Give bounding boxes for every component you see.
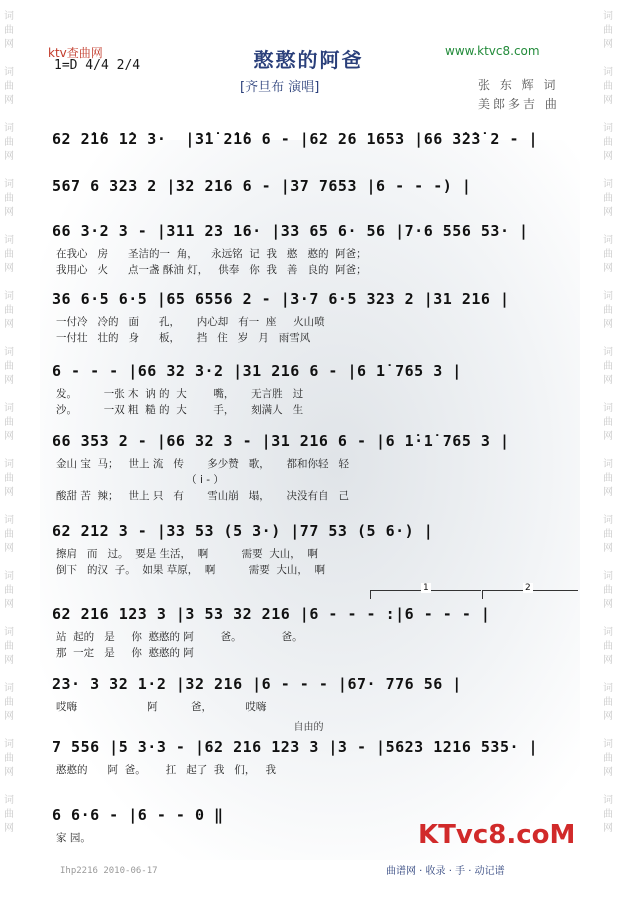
key-signature: 1=D 4/4 2/4 [54,58,141,73]
footer-credit-bar: 曲谱网 · 收录 · 手 · 动记谱 [386,866,505,877]
lyric-line: （ i - ） [56,474,224,486]
tempo-direction: 自由的 [293,722,324,733]
notation-row: 36 6·5 6·5 |65 6556 2 - |3·7 6·5 323 2 |31 216 | [52,290,510,308]
lyric-line: 憨憨的 阿 爸。 扛 起了 我 们， 我 [56,764,276,776]
notation-row: 62 2̇1̇6 1̇2 3· |3̇1̇ 2̇1̇6 6 - |62 26 1653 |66 3̇2̇3̇ 2 - | [52,130,539,148]
lyric-line: 沙。 一双 粗 糙 的 大 手， 刻满人 生 [56,404,304,416]
singer-credit: [齐旦布 演唱] [240,80,320,95]
notation-row: 66 3·2 3 - |311 23 16· |33 65 6· 56 |7·6 556 53· | [52,222,529,240]
side-watermark-left: 词 曲 网 词 曲 网 词 曲 网 词 曲 网 词 曲 网 词 曲 网 词 曲 网 词 曲 网 词 曲 网 词 曲 网 词 曲 网 词 曲 网 词 曲 网 词 曲 网 词 曲 网 [4,11,14,834]
notation-row: 23· 3 32 1·2 |32 216 |6 - - - |67· 776 56 | [52,675,462,693]
lyric-line: 站 起的 是 你 憨憨的 阿 爸。 爸。 [56,631,303,643]
lyric-line: 家 园。 [56,832,91,844]
notation-row: 62 212 3 - |33 53 (5 3·) |77 53 (5 6·) | [52,522,434,540]
lyric-line: 那 一定 是 你 憨憨的 阿 [56,647,194,659]
composer-credit: 美郎多吉 曲 [478,97,560,111]
notation-row: 567 6 323 2 |32 216 6 - |37 7653 |6 - - -) | [52,177,472,195]
lyric-line: 倒下 的汉 子。 如果 草原， 啊 需要 大山， 啊 [56,564,326,576]
site-logo-top[interactable]: ktv查曲网 [48,46,103,60]
lyric-line: 金山 宝 马； 世上 流 传 多少赞 歌， 都和你轻 轻 [56,458,349,470]
volta-second-ending [482,583,578,599]
lyric-line: 哎嗨 阿 爸， 哎嗨 [56,701,267,713]
notation-row: 6 - - - |66 32 3·2 |31 216 6 - |6 1̇ 765 3 | [52,362,462,380]
notation-row: 62 216 123 3 |3 53 32 216 |6 - - - :|6 - - - | [52,605,491,623]
site-url-link[interactable]: www.ktvc8.com [445,44,540,58]
volta-first-label: 1 [423,583,429,593]
lyric-line: 一付壮 壮的 身 板， 挡 住 岁 月 雨雪风 [56,332,311,344]
volta-first-ending [370,583,481,599]
lyric-line: 酸甜 苦 辣； 世上 只 有 雪山崩 塌， 决没有自 己 [56,490,349,502]
song-title: 憨憨的阿爸 [253,48,364,72]
score-id-date: Ihp2216 2010-06-17 [60,866,158,876]
lyric-line: 在我心 房 圣洁的一 角， 永远铭 记 我 憨 憨的 阿爸； [56,248,367,260]
side-watermark-right: 词 曲 网 词 曲 网 词 曲 网 词 曲 网 词 曲 网 词 曲 网 词 曲 网 词 曲 网 词 曲 网 词 曲 网 词 曲 网 词 曲 网 词 曲 网 词 曲 网 词 曲 网 [603,11,613,834]
lyric-line: 一付冷 冷的 面 孔， 内心却 有一 座 火山喷 [56,316,325,328]
lyric-line: 我用心 火 点一盏 酥油 灯， 供奉 你 我 善 良的 阿爸； [56,264,367,276]
notation-row: 6 6·6 - |6 - - 0 ‖ [52,806,224,824]
lyric-line: 发。 一张 木 讷 的 大 嘴， 无言胜 过 [56,388,304,400]
site-logo-bottom[interactable]: KTvc8.coM [418,820,576,850]
notation-row: 66 353 2 - |66 32 3 - |31 216 6 - |6 1̇·1̇ 765 3 | [52,432,510,450]
notation-row: 7 556 |5 3·3 - |62 216 123 3 |3 - |5623 1216 535· | [52,738,539,756]
volta-second-label: 2 [525,583,531,593]
lyric-line: 擦肩 而 过。 要是 生活， 啊 需要 大山， 啊 [56,548,318,560]
lyricist-credit: 张 东 辉 词 [478,78,559,92]
